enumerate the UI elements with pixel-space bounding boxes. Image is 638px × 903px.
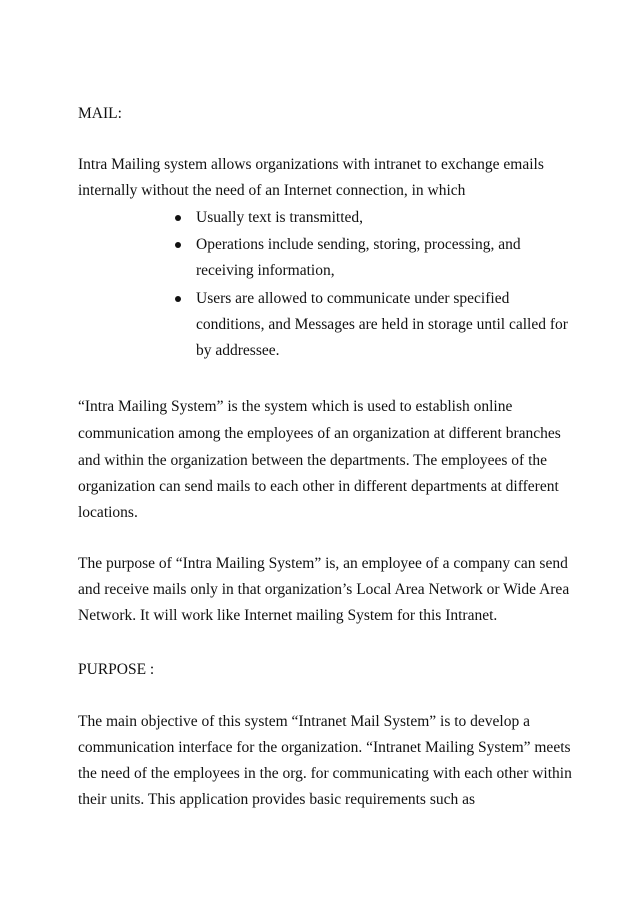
bullet-dot-icon bbox=[175, 242, 181, 248]
bullet-dot-icon bbox=[175, 215, 181, 221]
para2-line-3: and within the organization between the departments. The employees of the bbox=[78, 452, 548, 469]
para3-line-2: and receive mails only in that organization’s Local Area Network or Wide Area bbox=[78, 581, 570, 598]
heading-mail: MAIL: bbox=[78, 105, 122, 122]
para2-line-1: “Intra Mailing System” is the system which is used to establish online bbox=[78, 398, 513, 415]
intro-line-2: internally without the need of an Internet connection, in which bbox=[78, 182, 466, 199]
bullet-2-line-1: Operations include sending, storing, processing, and bbox=[196, 236, 521, 253]
bullet-3-line-1: Users are allowed to communicate under specified bbox=[196, 290, 510, 307]
heading-purpose: PURPOSE : bbox=[78, 661, 155, 678]
para2-line-5: locations. bbox=[78, 504, 138, 521]
para2-line-4: organization can send mails to each other in different departments at different bbox=[78, 478, 559, 495]
bullet-dot-icon bbox=[175, 296, 181, 302]
bullet-3-line-2: conditions, and Messages are held in storage until called for bbox=[196, 316, 568, 333]
para4-line-1: The main objective of this system “Intranet Mail System” is to develop a bbox=[78, 713, 530, 730]
para4-line-4: their units. This application provides basic requirements such as bbox=[78, 791, 476, 808]
para2-line-2: communication among the employees of an organization at different branches bbox=[78, 425, 561, 442]
bullet-2-line-2: receiving information, bbox=[196, 262, 335, 279]
para3-line-1: The purpose of “Intra Mailing System” is, an employee of a company can send bbox=[78, 555, 568, 572]
para4-line-3: the need of the employees in the org. for communicating with each other within bbox=[78, 765, 572, 782]
intro-line-1: Intra Mailing system allows organizations with intranet to exchange emails bbox=[78, 156, 544, 173]
para3-line-3: Network. It will work like Internet mailing System for this Intranet. bbox=[78, 607, 498, 624]
bullet-1-line-1: Usually text is transmitted, bbox=[196, 209, 364, 226]
para4-line-2: communication interface for the organization. “Intranet Mailing System” meets bbox=[78, 739, 571, 756]
bullet-3-line-3: by addressee. bbox=[196, 342, 280, 359]
